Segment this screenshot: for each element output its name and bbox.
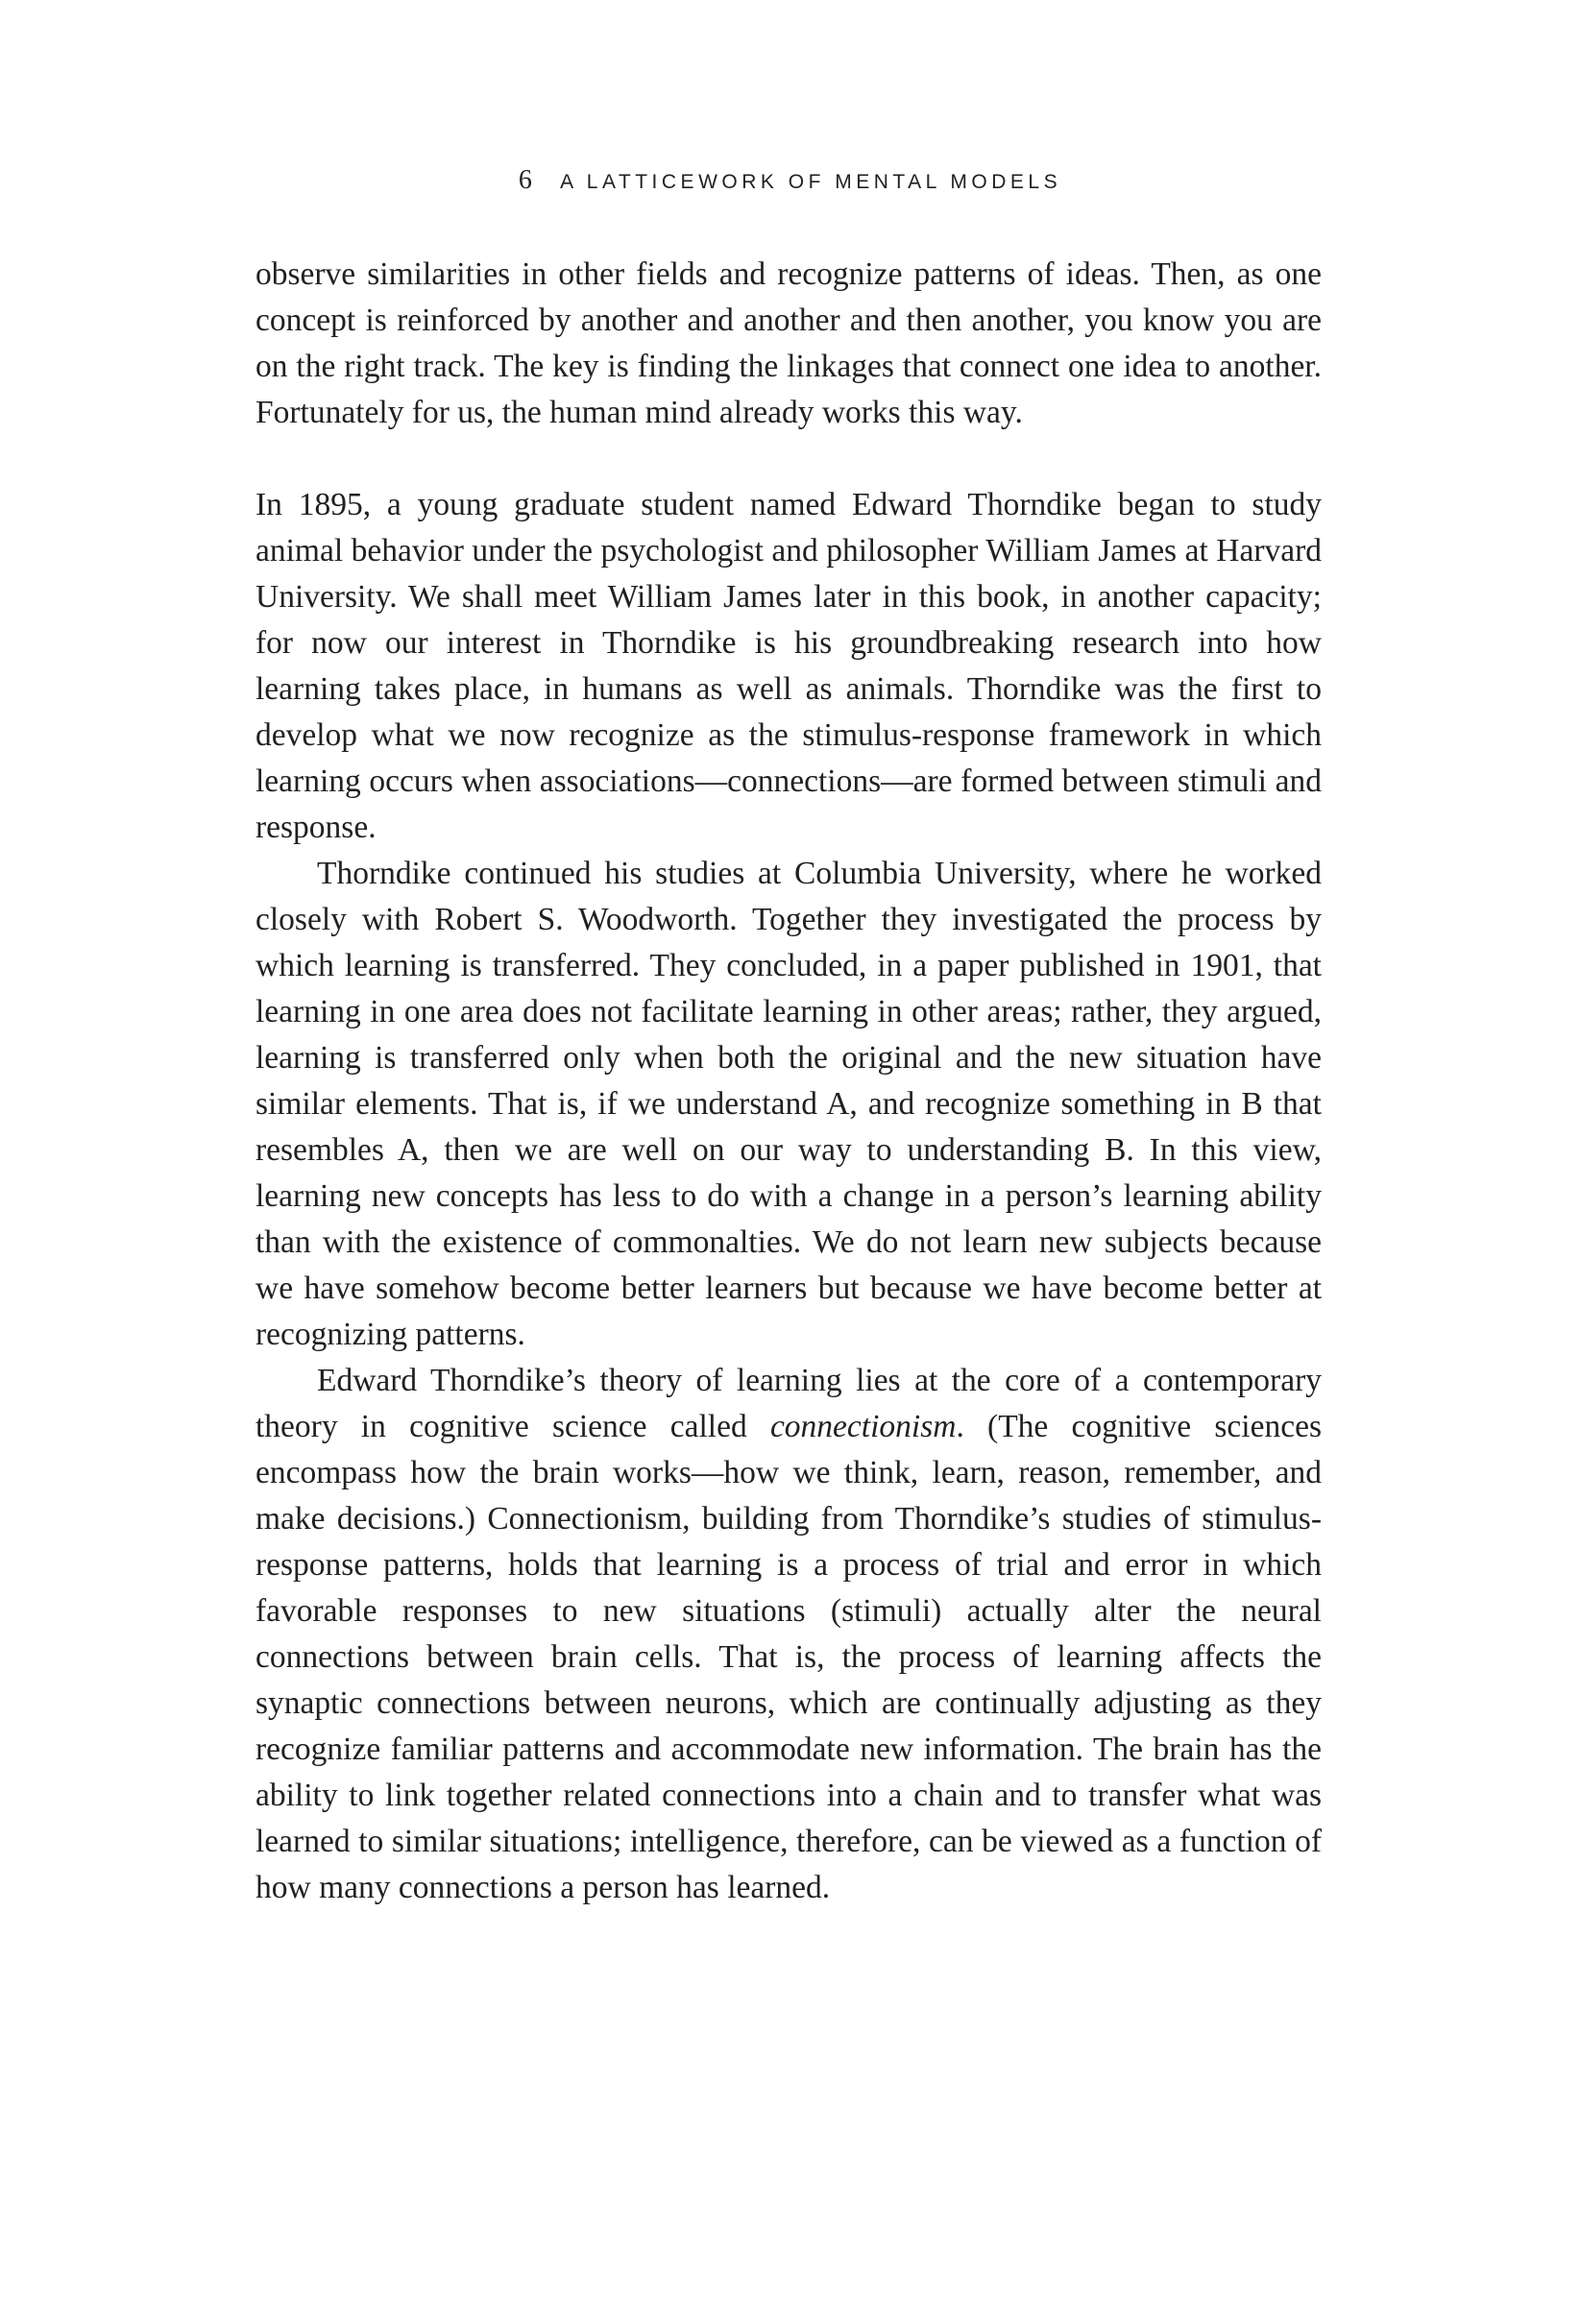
body-text (255, 252, 1322, 1911)
running-title: A LATTICEWORK OF MENTAL MODELS (560, 171, 1062, 193)
page-number: 6 (518, 165, 532, 195)
paragraph-connectionism (255, 1358, 1322, 1911)
running-header (0, 165, 1580, 196)
connectionism-text-before: Edward Thorndike’s theory of learning lies at the core of a contemporary theory in cognitive science called (255, 1363, 1322, 1444)
paragraph-thorndike-intro: In 1895, a young graduate student named Edward Thorndike began to study animal behavior under the psychologist and philosopher William James at Harvard University. We shall meet William James later in this book, in another capacity; for now our interest in Thorndike is his groundbreaking research into how learning takes place, in humans as well as animals. Thorndike was the first to develop what we now recognize as the stimulus-response framework in which learning occurs when associations—connections—are formed between stimuli and response. (255, 487, 1322, 845)
connectionism-text-after: . (The cognitive sciences encompass how the brain works—how we think, learn, reason, remember, and make decisions.) Connectionism, building from Thorndike’s studies of stimulus-response patterns, holds that learning is a process of trial and error in which favorable responses to new situations (stimuli) actually alter the neural connections between brain cells. That is, the process of learning affects the synaptic connections between neurons, which are continually adjusting as they recognize familiar patterns and accommodate new information. The brain has the ability to link together related connections into a chain and to transfer what was learned to similar situations; intelligence, therefore, can be viewed as a function of how many connections a person has learned. (255, 1409, 1322, 1905)
connectionism-term: connectionism (769, 1409, 957, 1444)
paragraph-continuation: observe similarities in other fields and recognize patterns of ideas. Then, as one concept is reinforced by another and another and then another, you know you are on the right track. The key is finding the linkages that connect one idea to another. Fortunately for us, the human mind already works this way. (255, 256, 1322, 430)
paragraph-transfer-of-learning: Thorndike continued his studies at Columbia University, where he worked closely with Robert S. Woodworth. Together they investigated the process by which learning is transferred. They concluded, in a paper published in 1901, that learning in one area does not facilitate learning in other areas; rather, they argued, learning is transferred only when both the original and the new situation have similar elements. That is, if we understand A, and recognize something in B that resembles A, then we are well on our way to understanding B. In this view, learning new concepts has less to do with a change in a person’s learning ability than with the existence of commonalties. We do not learn new subjects because we have somehow become better learners but because we have become better at recognizing patterns. (255, 856, 1322, 1352)
